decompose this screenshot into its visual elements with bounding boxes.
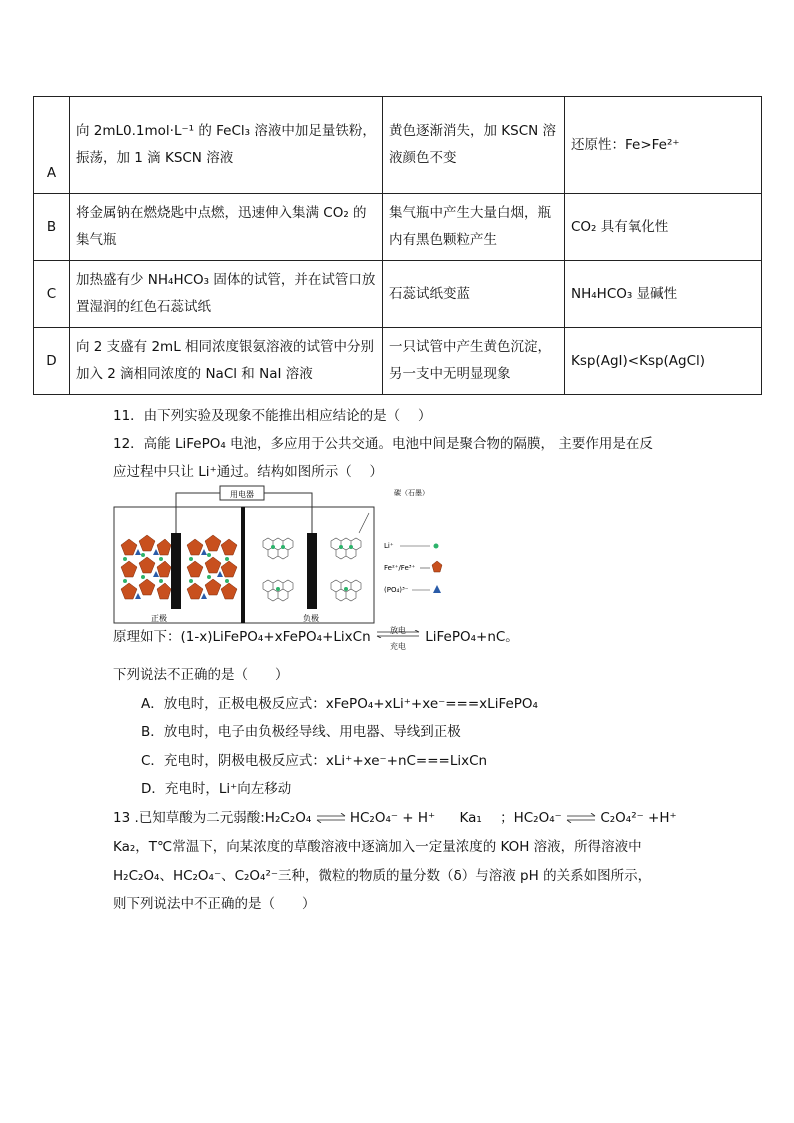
legend-fe-label: Fe²⁺/Fe³⁺ <box>384 564 416 572</box>
discharge-label: 放电 <box>389 626 406 635</box>
question-13-line3: H₂C₂O₄、HC₂O₄⁻、C₂O₄²⁻三种，微粒的物质的量分数（δ）与溶液 pH 的关系如图所示， <box>113 868 652 884</box>
q13-part2: HC₂O₄⁻ + H⁺ <box>349 810 436 826</box>
lifepo4-crystal-left <box>121 535 171 599</box>
phenomenon-cell: 集气瓶中产生大量白烟，瓶内有黑色颗粒产生 <box>383 194 565 261</box>
table-row <box>34 261 762 328</box>
question-13-line1 <box>113 808 677 828</box>
lifepo4-crystal-right <box>187 535 237 599</box>
option-b: B．放电时，电子由负极经导线、用电器、导线到正极 <box>141 724 461 740</box>
negative-electrode <box>307 533 317 609</box>
operation-cell: 向 2 支盛有 2mL 相同浓度银氨溶液的试管中分别加入 2 滴相同浓度的 NaCl 和 NaI 溶液 <box>70 328 383 395</box>
question-12-stem: 下列说法不正确的是（ ） <box>113 667 289 683</box>
question-13-line4: 则下列说法中不正确的是（ ） <box>113 896 316 912</box>
row-label: C <box>34 261 70 328</box>
conclusion-cell: NH₄HCO₃ 显碱性 <box>565 261 762 328</box>
equilibrium-arrow-icon <box>566 813 596 823</box>
positive-electrode <box>171 533 181 609</box>
charge-label: 充电 <box>389 642 406 651</box>
option-c: C．充电时，阴极电极反应式：xLi⁺+xe⁻+nC===LixCn <box>141 753 488 769</box>
phenomenon-cell: 一只试管中产生黄色沉淀，另一支中无明显现象 <box>383 328 565 395</box>
operation-cell: 加热盛有少 NH₄HCO₃ 固体的试管，并在试管口放置湿润的红色石蕊试纸 <box>70 261 383 328</box>
conclusion-cell: CO₂ 具有氧化性 <box>565 194 762 261</box>
legend-po4-label: (PO₄)³⁻ <box>384 586 409 594</box>
table-row <box>34 194 762 261</box>
question-13-line2: Ka₂，T℃常温下，向某浓度的草酸溶液中逐滴加入一定量浓度的 KOH 溶液，所得溶液中 <box>113 839 642 855</box>
experiment-table <box>33 96 762 395</box>
table-row <box>34 97 762 194</box>
operation-cell: 向 2mL0.1mol·L⁻¹ 的 FeCl₃ 溶液中加足量铁粉，振荡，加 1 滴 KSCN 溶液 <box>70 97 383 194</box>
option-a: A．放电时，正极电极反应式：xFePO₄+xLi⁺+xe⁻===xLiFePO₄ <box>141 696 538 712</box>
carbon-label: 碳（石墨） <box>394 489 429 497</box>
positive-label: 正极 <box>151 614 167 623</box>
conclusion-cell: 还原性：Fe>Fe²⁺ <box>565 97 762 194</box>
table-row <box>34 328 762 395</box>
q13-ka1: Ka₁ <box>459 810 482 826</box>
question-12-line2: 应过程中只让 Li⁺通过。结构如图所示（ ） <box>113 464 383 480</box>
separator-membrane <box>241 507 245 623</box>
row-label: D <box>34 328 70 395</box>
operation-cell: 将金属钠在燃烧匙中点燃，迅速伸入集满 CO₂ 的集气瓶 <box>70 194 383 261</box>
phenomenon-cell: 黄色逐渐消失，加 KSCN 溶液颜色不变 <box>383 97 565 194</box>
principle-prefix: 原理如下：(1-x)LiFePO₄+xFePO₄+LixCn <box>113 629 371 645</box>
q13-part1: 13 .已知草酸为二元弱酸:H₂C₂O₄ <box>113 810 312 826</box>
principle-suffix: LiFePO₄+nC。 <box>425 629 519 645</box>
device-label: 用电器 <box>230 490 254 499</box>
row-label: A <box>34 97 70 194</box>
reversible-arrow <box>375 626 421 651</box>
principle-equation <box>113 626 519 651</box>
legend-li-label: Li⁺ <box>384 542 394 550</box>
negative-label: 负极 <box>303 614 319 623</box>
phenomenon-cell: 石蕊试纸变蓝 <box>383 261 565 328</box>
q13-part3: ；HC₂O₄⁻ <box>500 810 562 826</box>
question-11: 11．由下列实验及现象不能推出相应结论的是（ ） <box>113 408 432 424</box>
battery-structure-diagram <box>113 485 375 624</box>
question-12-line1: 12．高能 LiFePO₄ 电池，多应用于公共交通。电池中间是聚合物的隔膜， 主要作用是在反 <box>113 436 653 452</box>
conclusion-cell: Ksp(AgI)<Ksp(AgCl) <box>565 328 762 395</box>
row-label: B <box>34 194 70 261</box>
q13-part4: C₂O₄²⁻ +H⁺ <box>600 810 677 826</box>
option-d: D．充电时，Li⁺向左移动 <box>141 781 292 797</box>
equilibrium-arrow-icon <box>316 813 346 823</box>
figure-legend <box>380 485 460 624</box>
